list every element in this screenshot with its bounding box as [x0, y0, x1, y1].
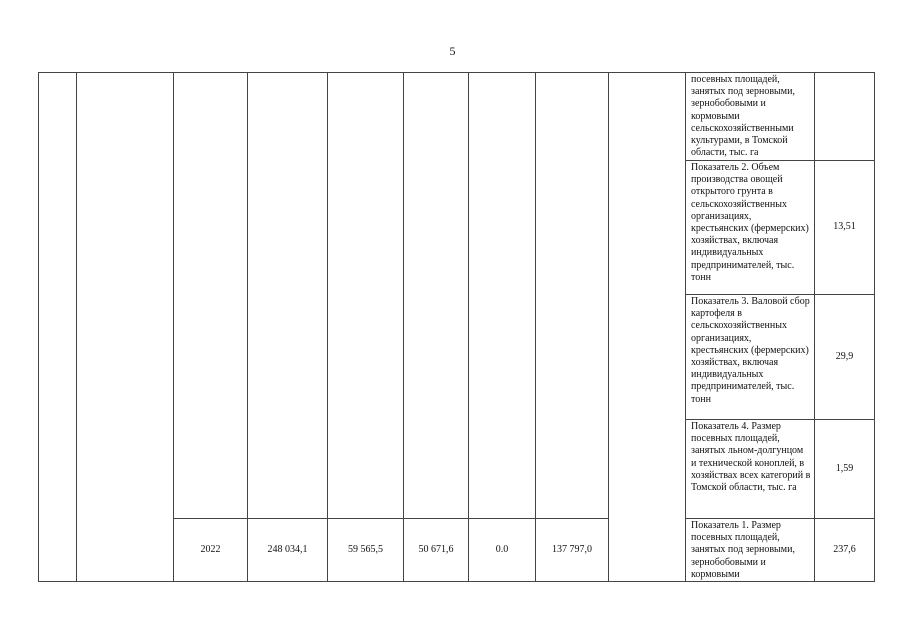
empty-cell	[39, 73, 77, 582]
indicator-text: Показатель 2. Объем производства овощей открытого грунта в сельскохозяйственных организациях, крестьянских (фермерских) хозяйствах, включая индивидуальных предпринимателей, тыс. тонн	[686, 161, 815, 295]
indicator-text: Показатель 1. Размер посевных площадей, занятых под зерновыми, зернобобовыми и кормовыми	[686, 519, 815, 582]
indicator-text: Показатель 4. Размер посевных площадей, занятых льном-долгунцом и технической коноплей, в хозяйствах всех категорий в Томской области, тыс. га	[686, 420, 815, 519]
extra-cell: 137 797,0	[536, 519, 609, 582]
local-cell: 0.0	[469, 519, 536, 582]
empty-cell	[174, 73, 248, 519]
regional-cell: 50 671,6	[404, 519, 469, 582]
indicator-value: 237,6	[815, 519, 875, 582]
page-number: 5	[449, 44, 456, 58]
indicator-text: Показатель 3. Валовой сбор картофеля в сельскохозяйственных организациях, крестьянских (фермерских) хозяйствах, включая индивидуальных предпринимателей, тыс. тонн	[686, 295, 815, 420]
indicator-value	[815, 73, 875, 161]
table-row	[39, 73, 875, 161]
empty-cell	[404, 73, 469, 519]
empty-cell	[536, 73, 609, 519]
year-cell: 2022	[174, 519, 248, 582]
empty-cell	[248, 73, 328, 519]
empty-cell	[609, 73, 686, 582]
total-cell: 248 034,1	[248, 519, 328, 582]
indicator-value: 29,9	[815, 295, 875, 420]
empty-cell	[77, 73, 174, 582]
indicator-value: 1,59	[815, 420, 875, 519]
program-table	[38, 72, 875, 582]
empty-cell	[328, 73, 404, 519]
indicator-text: посевных площадей, занятых под зерновыми, зернобобовыми и кормовыми сельскохозяйственными культурами, в Томской области, тыс. га	[686, 73, 815, 161]
federal-cell: 59 565,5	[328, 519, 404, 582]
empty-cell	[469, 73, 536, 519]
indicator-value: 13,51	[815, 161, 875, 295]
